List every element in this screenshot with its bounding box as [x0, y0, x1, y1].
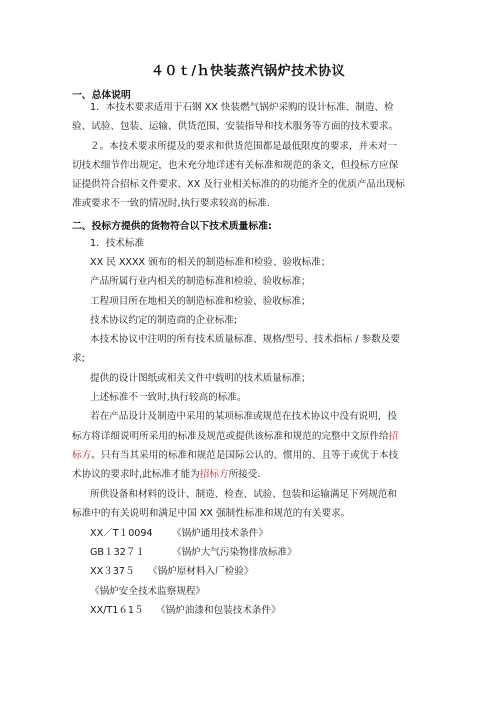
paragraph-line: 1．技术标准 — [90, 238, 145, 249]
paragraph-line: 标准中的有关说明和满足中国 XX 强制性标准和规范的有关要求。 — [72, 508, 351, 519]
standard-name: 《锅炉原材料入厂检验》 — [148, 566, 254, 577]
paragraph-line: 工程项目所在地相关的制造标准和检验、验收标准； — [90, 296, 311, 307]
standard-name: 《锅炉大气污染物排放标准》 — [172, 547, 297, 558]
document-title: ４０ｔ/ｈ快装蒸汽锅炉技术协议 — [150, 64, 346, 79]
paragraph-line: 求; — [72, 353, 85, 364]
paragraph-line: 技术协议约定的制造商的企业标准; — [90, 315, 238, 326]
paragraph-line: 上述标准不一致时,执行较高的标准。 — [90, 392, 247, 403]
standard-code: XX／T１0094 — [90, 528, 153, 539]
paragraph-line: 本技术协议中注明的所有技术质量标准、规格/型号、技术指标 / 参数及要 — [90, 334, 400, 345]
standard-entry — [90, 565, 254, 579]
paragraph-text: 标方将详细说明所采用的标准及规范或提供该标准和规范的完整中文原件给 — [72, 431, 389, 442]
standard-code: GB１32７１ — [90, 547, 146, 558]
paragraph-line: ２。本技术要求所提及的要求和供货范围都是最低限度的要求，并未对一 — [90, 141, 397, 152]
standard-entry — [90, 604, 281, 618]
highlighted-term: 招 — [388, 431, 399, 442]
paragraph-text: 所接受. — [228, 469, 261, 480]
paragraph-line: XX 民 XXXX 颁布的相关的制造标准和检验、验收标准； — [90, 257, 331, 268]
standard-entry — [90, 585, 205, 599]
paragraph-text: 术协议的要求时,此标准才能为 — [72, 469, 200, 480]
standard-code: XX/T1６1５ — [90, 605, 144, 616]
paragraph-line: 所供设备和材料的设计、制造、检查、试验、包装和运输满足下列规范和 — [90, 489, 397, 500]
paragraph-line — [72, 449, 398, 463]
section-heading-standards: 二、投标方提供的货物符合以下技术质量标准: — [72, 221, 272, 232]
standard-name: 《锅炉通用技术条件》 — [172, 528, 268, 539]
paragraph-line: 提供的设计图纸或相关文件中载明的技术质量标准； — [90, 373, 311, 384]
paragraph-line: 1．本技术要求适用于石钢 XX 快装燃气锅炉采购的设计标准、制造、检 — [90, 102, 394, 113]
section-heading-overview: 一、总体说明 — [72, 90, 131, 101]
highlighted-term: 标方 — [72, 450, 92, 461]
paragraph-line: 准或要求不一致的情况时,执行要求较高的标准. — [72, 198, 270, 209]
standard-name: 《锅炉油漆和包装技术条件》 — [156, 605, 281, 616]
paragraph-text: 。只有当其采用的标准和规范是国际公认的、惯用的、且等于或优于本技 — [91, 450, 399, 461]
highlighted-term: 招标方 — [199, 469, 229, 480]
paragraph-line: 产品所属行业内相关的制造标准和检验、验收标准； — [90, 276, 311, 287]
paragraph-line: 切技术细节作出规定，也未充分地详述有关标准和规范的条文，但投标方应保 — [72, 160, 399, 171]
paragraph-line — [72, 430, 398, 444]
paragraph-line: 证提供符合招标文件要求、XX 及行业相关标准的的功能齐全的优质产品出现标 — [72, 179, 405, 190]
paragraph-line — [72, 468, 260, 482]
paragraph-line: 若在产品设计及制造中采用的某项标准或规范在技术协议中没有说明，投 — [90, 411, 397, 422]
standard-name: 《锅炉安全技术监察规程》 — [90, 586, 206, 597]
standard-code: XX３37５ — [90, 566, 135, 577]
paragraph-line: 验、试验、包装、运输、供货范围、安装指导和技术服务等方面的技术要求。 — [72, 121, 399, 132]
standard-entry — [90, 546, 297, 560]
standard-entry — [90, 527, 268, 541]
